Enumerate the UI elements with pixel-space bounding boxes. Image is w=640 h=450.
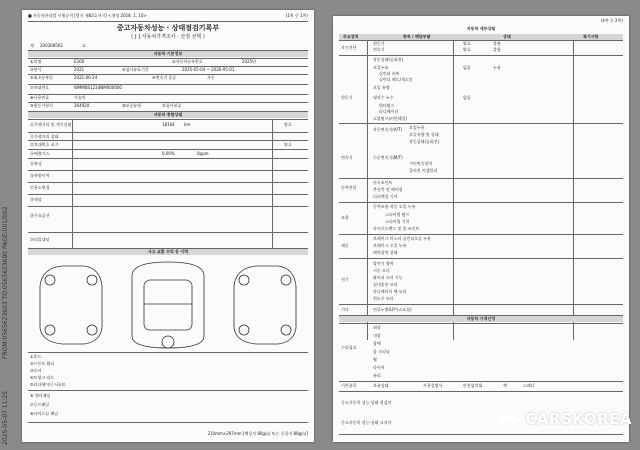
state-bad: 불량 [493, 47, 501, 52]
field-value-warranty: 보험사보증 [162, 103, 182, 108]
field-value-transmission: 자동 [207, 75, 215, 80]
emission-value-ppm: 0ppm [197, 151, 209, 156]
field-value-engine: 264920 [74, 103, 90, 108]
right-page-number: (4쪽 중 2쪽) [600, 18, 623, 23]
field-label-transmission: ⑥변속기 종류 [152, 75, 177, 80]
jack: 잭 [503, 383, 507, 388]
item-radiator: 라디에이터 [379, 109, 399, 114]
footer-paper-spec: 210mm×297mm [백상지 80g/㎡ 또는 중질지 80g/㎡] [207, 431, 308, 436]
item-differential: 디퍼렌셜 기어 [373, 194, 398, 199]
item-common-rail: 고압펌프(커먼레일) [373, 116, 408, 121]
car-logo-icon [498, 411, 520, 425]
price-wheel: 휠 [373, 357, 377, 362]
status-row-tuning: ⑮튜닝 [30, 161, 42, 166]
frame-row-hood: ①후드 [30, 354, 42, 359]
item-cylinder-cover: 실린더 커버 [379, 71, 400, 76]
state-good: 양호 [463, 47, 471, 52]
status-row-special-history: ⑯특별이력 [30, 173, 50, 178]
price-exterior: 외장 [373, 325, 381, 330]
mileage-value: 18164 [162, 122, 175, 127]
field-label-warranty: ⑩보증유형 [122, 103, 142, 108]
price-section-title: 자동차 가격산정 [466, 316, 496, 321]
fax-header-strip [2, 206, 9, 445]
item-clutch: 클러치 어셈블리 [409, 168, 438, 173]
item-wiper: 와이퍼 모터 기능 [373, 275, 403, 280]
item-cv-joint: 등속조인트 [373, 180, 393, 185]
field-value-name: E300 [74, 59, 85, 64]
group-electric: 전기 [341, 277, 349, 282]
status-row-mileage: ⑫주행거리 상태 [30, 134, 59, 139]
frame-row-trunk: ④트렁크 리드 [30, 375, 55, 380]
item-engine-diag: 원동기 [373, 41, 385, 46]
status-row-vin-mark: ⑬차대번호 표기 [30, 142, 59, 147]
item-idle: 작동상태(공회전) [373, 57, 404, 62]
status-row-options: ⑲주요옵션 [30, 213, 50, 218]
item-booster: 배력장치 상태 [373, 250, 398, 255]
basic-items: 기본품목 [341, 383, 357, 388]
inspector-label: 중고자동차 성능·상태 점검자 [341, 400, 392, 405]
status-good-2: 양호 [284, 142, 292, 147]
field-value-vin: WMMBS1234NM000000 [74, 85, 122, 90]
status-row-color: ⑱색상 [30, 197, 42, 202]
performance-check-page-1 [22, 10, 314, 442]
field-value-fuel: 가솔린 [74, 95, 86, 100]
item-radiator-fan: 라디에이터 팬 모터 [373, 289, 407, 294]
item-fuel-leak: 연료누출(LP가스포함) [373, 307, 412, 312]
item-at-oil-level: 오일유량 및 상태 [409, 132, 439, 137]
field-label-plate: ②자동차등록번호 [172, 59, 203, 64]
fax-line: FROM:0565623603 TO:0565623690 PAGE:001/002 [2, 206, 9, 359]
item-tie-rod: 타이로드엔드 및 볼 조인트 [373, 226, 420, 231]
item-at: 자동변속기(A/T) [373, 127, 402, 132]
col-item: 항목 / 해당부품 [403, 34, 431, 39]
field-label-fuel: ⑧사용연료 [30, 95, 50, 100]
item-power-steering-leak: 동력조향 작동 오일 누유 [373, 204, 416, 209]
car-damage-diagram [32, 258, 304, 350]
form-subtitle: ( [ ] 자동차가격조사 · 산정 선택 ) [131, 34, 205, 40]
manual: 사용설명서 [423, 383, 443, 388]
field-value-year: 2021 [74, 67, 85, 72]
field-value-plate: 2025년 [242, 59, 257, 64]
state-good: 양호 [463, 41, 471, 46]
page-number: (1쪽 중 1쪽) [285, 13, 308, 18]
item-steering-gear: 스티어링 기어 [385, 219, 410, 224]
item-cylinder-head: 실린더 헤드/개스킷 [379, 77, 413, 82]
col-state: 상태 [503, 34, 511, 39]
safety-triangle: 안전삼각대 [463, 383, 483, 388]
holding-status: 보유상태 [373, 383, 389, 388]
price-interior: 내장 [373, 333, 381, 338]
price-repair-needed: 수리필요 [341, 345, 357, 350]
item-blower: 실내송풍 모터 [373, 282, 398, 287]
item-brake-oil-leak: 브레이크 오일 누유 [373, 243, 407, 248]
state-none: 없음 [463, 65, 471, 70]
col-main: 주요장치 [343, 34, 359, 39]
frame-row-side-sill: ⑧사이드실 패널 [30, 411, 59, 416]
notifier-label: 중고자동차 성능·상태 고지자 [341, 420, 392, 425]
item-steering-pump: 스티어링 펌프 [385, 212, 410, 217]
mileage-unit: km [184, 122, 191, 127]
item-oil-leak: 오일누유 [373, 65, 389, 70]
performance-check-page-2 [333, 16, 629, 442]
form-title: 중고자동차성능 · 상태점검기록부 [116, 24, 220, 32]
status-row-usage-change: ⑰용도변경 [30, 185, 50, 190]
spanner: 스패너 [523, 383, 535, 388]
price-polish: 광택 [373, 341, 381, 346]
watermark-text: CARSKOREA [525, 410, 632, 428]
group-transmission: 변속기 [341, 155, 353, 160]
number-suffix: 호 [82, 43, 86, 48]
status-row-gauge: ⑪주행거리 및 계기상태 [30, 122, 72, 127]
field-value-first-reg: 2021-06-24 [74, 75, 98, 80]
item-master-cylinder: 브레이크 마스터 실린더오일 누유 [373, 236, 431, 241]
status-row-emission: ⑭배출가스 [30, 151, 50, 156]
number-value: 200308502 [40, 43, 63, 48]
frame-row-radiator: ⑤라디에이터 서포트 [30, 382, 66, 387]
frame-row-quarter: ⑥ 쿼터패널 [30, 393, 51, 398]
col-note: 특기사항 [583, 34, 599, 39]
vehicle-section-title: 자동차 기본정보 [153, 51, 183, 56]
item-starter: 시동 모터 [373, 268, 390, 273]
group-engine: 원동기 [341, 95, 353, 100]
status-section-title: 자동차 종합상태 [153, 112, 183, 117]
field-label-name: ①차명 [30, 59, 42, 64]
field-label-vin: ⑦차대번호 [30, 85, 50, 90]
detail-section-title: 자동차 세부상태 [466, 26, 496, 31]
group-steering: 조향 [341, 215, 349, 220]
item-at-idle: 작동상태(공회전) [409, 139, 440, 144]
group-other: 기타 [341, 307, 349, 312]
item-gear-shift: 기어변속장치 [409, 161, 433, 166]
frame-section-title: 사고 교환 수리 등 이력 [147, 249, 189, 254]
fax-time: 2025-05-07 11:25 [2, 390, 9, 445]
price-tire: 타이어 [373, 365, 385, 370]
group-drivetrain: 동력전달 [341, 185, 357, 190]
field-label-inspection: ④검사유효기간 [122, 67, 149, 72]
item-oil-level: 오일 유량 [373, 85, 390, 90]
field-label-first-reg: ⑤최초등록일 [30, 75, 53, 80]
frame-row-door: ③도어 [30, 368, 42, 373]
field-value-inspection: 2025-05-04 ~ 2026-05-01 [182, 67, 235, 72]
item-propeller-shaft: 추진축 및 베어링 [373, 187, 403, 192]
item-mt: 수동변속기(M/T) [373, 155, 403, 160]
item-window-motor: 윈도우 모터 [373, 296, 394, 301]
status-good-1: 양호 [284, 122, 292, 127]
item-at-oil-leak: 오일누유 [409, 125, 425, 130]
emission-value: 0.00% [162, 151, 175, 156]
number-label: 제 [30, 43, 34, 48]
frame-row-roof: ⑦루프패널 [30, 402, 50, 407]
state-none: 없음 [463, 95, 471, 100]
form-header-note: ■ 자동차관리법 시행규칙 [별지 제82호서식] <개정 2018. 1. 10> [28, 13, 147, 18]
price-glass: 유리 [373, 373, 381, 378]
field-label-engine: ⑨원동기형식 [30, 103, 53, 108]
status-row-recall: ⑳리콜대상 [30, 237, 50, 242]
field-label-year: ③연식 [30, 67, 42, 72]
group-brake: 제동 [341, 243, 349, 248]
state-bad: 불량 [493, 41, 501, 46]
carskorea-watermark [498, 410, 632, 428]
state-leak: 누유 [493, 65, 501, 70]
item-water-pump: 워터펌프 [379, 103, 395, 108]
item-coolant-leak: 냉각수 누수 [373, 95, 394, 100]
group-self-diagnosis: 자기진단 [341, 45, 357, 50]
frame-row-fender: ②프론트 휀더 [30, 361, 55, 366]
price-room-cleaning: 룸 크리닝 [373, 349, 390, 354]
item-transmission-diag: 변속기 [373, 47, 385, 52]
item-alternator: 발전기 출력 [373, 261, 394, 266]
